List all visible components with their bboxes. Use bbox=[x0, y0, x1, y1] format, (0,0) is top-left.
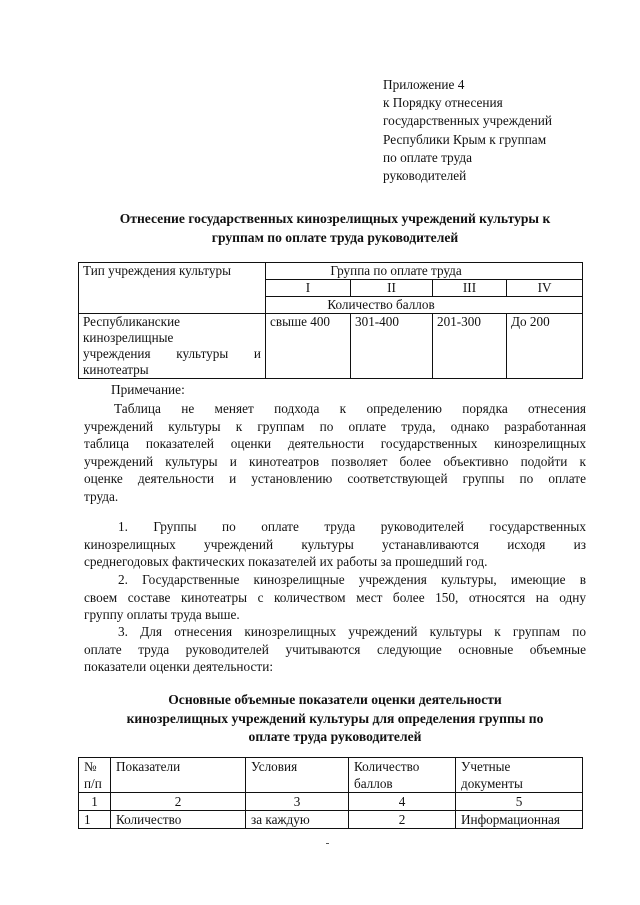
table-cell: Информационная bbox=[456, 811, 583, 829]
indicators-table bbox=[78, 757, 583, 829]
header-conditions-text: Условия bbox=[251, 759, 298, 774]
column-number: 5 bbox=[456, 793, 583, 811]
type-line: учреждения культуры и bbox=[83, 346, 261, 361]
annex-line: руководителей bbox=[383, 168, 467, 184]
item-1 bbox=[84, 518, 586, 571]
points-value: свыше 400 bbox=[266, 314, 351, 379]
item-2 bbox=[84, 571, 586, 624]
type-line: кинозрелищные bbox=[83, 330, 174, 345]
group-number: III bbox=[433, 280, 507, 297]
item-line: оплате труда руководителей учитываются следующие основные объемные bbox=[84, 641, 586, 657]
groups-table bbox=[78, 262, 583, 379]
heading-line: кинозрелищных учреждений культуры для определения группы по bbox=[126, 710, 544, 726]
header-number-line2: п/п bbox=[84, 776, 102, 791]
annex-line: Приложение 4 bbox=[383, 77, 465, 92]
annex-block bbox=[383, 76, 613, 185]
table-cell: Количество bbox=[111, 811, 246, 829]
note-line: учреждений культуры к группам по оплате труда, однако разработанная bbox=[84, 418, 586, 434]
column-number: 4 bbox=[349, 793, 456, 811]
header-points-line1: Количество bbox=[354, 759, 420, 774]
item-3 bbox=[84, 623, 586, 676]
points-value: 301-400 bbox=[351, 314, 433, 379]
header-conditions bbox=[246, 758, 349, 793]
note-line: учреждений культуры и кинотеатров позволяет более объективно подойти к bbox=[84, 453, 586, 469]
header-documents-line2: документы bbox=[461, 776, 523, 791]
note-paragraph bbox=[84, 400, 586, 505]
heading-line: Отнесение государственных кинозрелищных учреждений культуры к bbox=[119, 211, 551, 226]
note-line: оценке деятельности и установлению соответствующей группы по оплате bbox=[84, 471, 586, 486]
group-number: I bbox=[266, 280, 351, 297]
institution-type-cell bbox=[79, 314, 266, 379]
header-documents-line1: Учетные bbox=[461, 759, 511, 774]
points-value: До 200 bbox=[507, 314, 583, 379]
type-line: Республиканские bbox=[83, 314, 180, 329]
header-indicators bbox=[111, 758, 246, 793]
table-cell: 2 bbox=[349, 811, 456, 829]
column-number: 3 bbox=[246, 793, 349, 811]
item-line: среднегодовых фактических показателей их работы за прошедший год. bbox=[84, 554, 488, 569]
note-line: труда. bbox=[84, 488, 119, 504]
annex-line: Республики Крым к группам bbox=[383, 131, 547, 147]
header-documents bbox=[456, 758, 583, 793]
type-line: кинотеатры bbox=[83, 362, 149, 377]
header-points-line2: баллов bbox=[354, 776, 393, 791]
annex-line: к Порядку отнесения bbox=[383, 95, 503, 111]
item-line: показатели оценки деятельности: bbox=[84, 659, 274, 674]
item-line: кинозрелищных учреждений культуры устанавливаются исходя из bbox=[84, 536, 586, 552]
header-number-line1: № bbox=[84, 759, 97, 774]
table-cell: 1 bbox=[79, 811, 111, 829]
item-line: 1. Группы по оплате труда руководителей государственных bbox=[118, 519, 586, 534]
note-line: таблица показателей оценки деятельности государственных кинозрелищных bbox=[84, 436, 586, 451]
section-heading-indicators bbox=[70, 691, 600, 747]
note-title: Примечание: bbox=[111, 382, 185, 397]
item-line: 3. Для отнесения кинозрелищных учреждений культуры к группам по bbox=[118, 624, 586, 639]
header-indicators-text: Показатели bbox=[116, 759, 181, 774]
table-cell: за каждую bbox=[246, 811, 349, 829]
points-value: 201-300 bbox=[433, 314, 507, 379]
header-group: Группа по оплате труда bbox=[266, 263, 583, 280]
column-number: 1 bbox=[79, 793, 111, 811]
header-institution-type: Тип учреждения культуры bbox=[79, 263, 266, 314]
column-number: 2 bbox=[111, 793, 246, 811]
item-line: группу оплаты труда выше. bbox=[84, 607, 240, 622]
item-line: 2. Государственные кинозрелищные учреждения культуры, имеющие в bbox=[118, 572, 586, 587]
header-points: Количество баллов bbox=[266, 297, 583, 314]
group-number: II bbox=[351, 280, 433, 297]
section-heading-groups bbox=[70, 210, 600, 247]
group-number: IV bbox=[507, 280, 583, 297]
header-number bbox=[79, 758, 111, 793]
annex-line: государственных учреждений bbox=[383, 113, 552, 129]
header-points-count bbox=[349, 758, 456, 793]
scan-speck bbox=[326, 843, 329, 844]
heading-line: Основные объемные показатели оценки деятельности bbox=[168, 692, 502, 707]
heading-line: группам по оплате труда руководителей bbox=[211, 229, 459, 245]
item-line: своем составе кинотеатры с количеством мест более 150, относятся на одну bbox=[84, 589, 586, 605]
heading-line: оплате труда руководителей bbox=[248, 729, 422, 744]
note-line: Таблица не меняет подхода к определению порядка отнесения bbox=[114, 401, 586, 416]
annex-line: по оплате труда bbox=[383, 149, 473, 165]
